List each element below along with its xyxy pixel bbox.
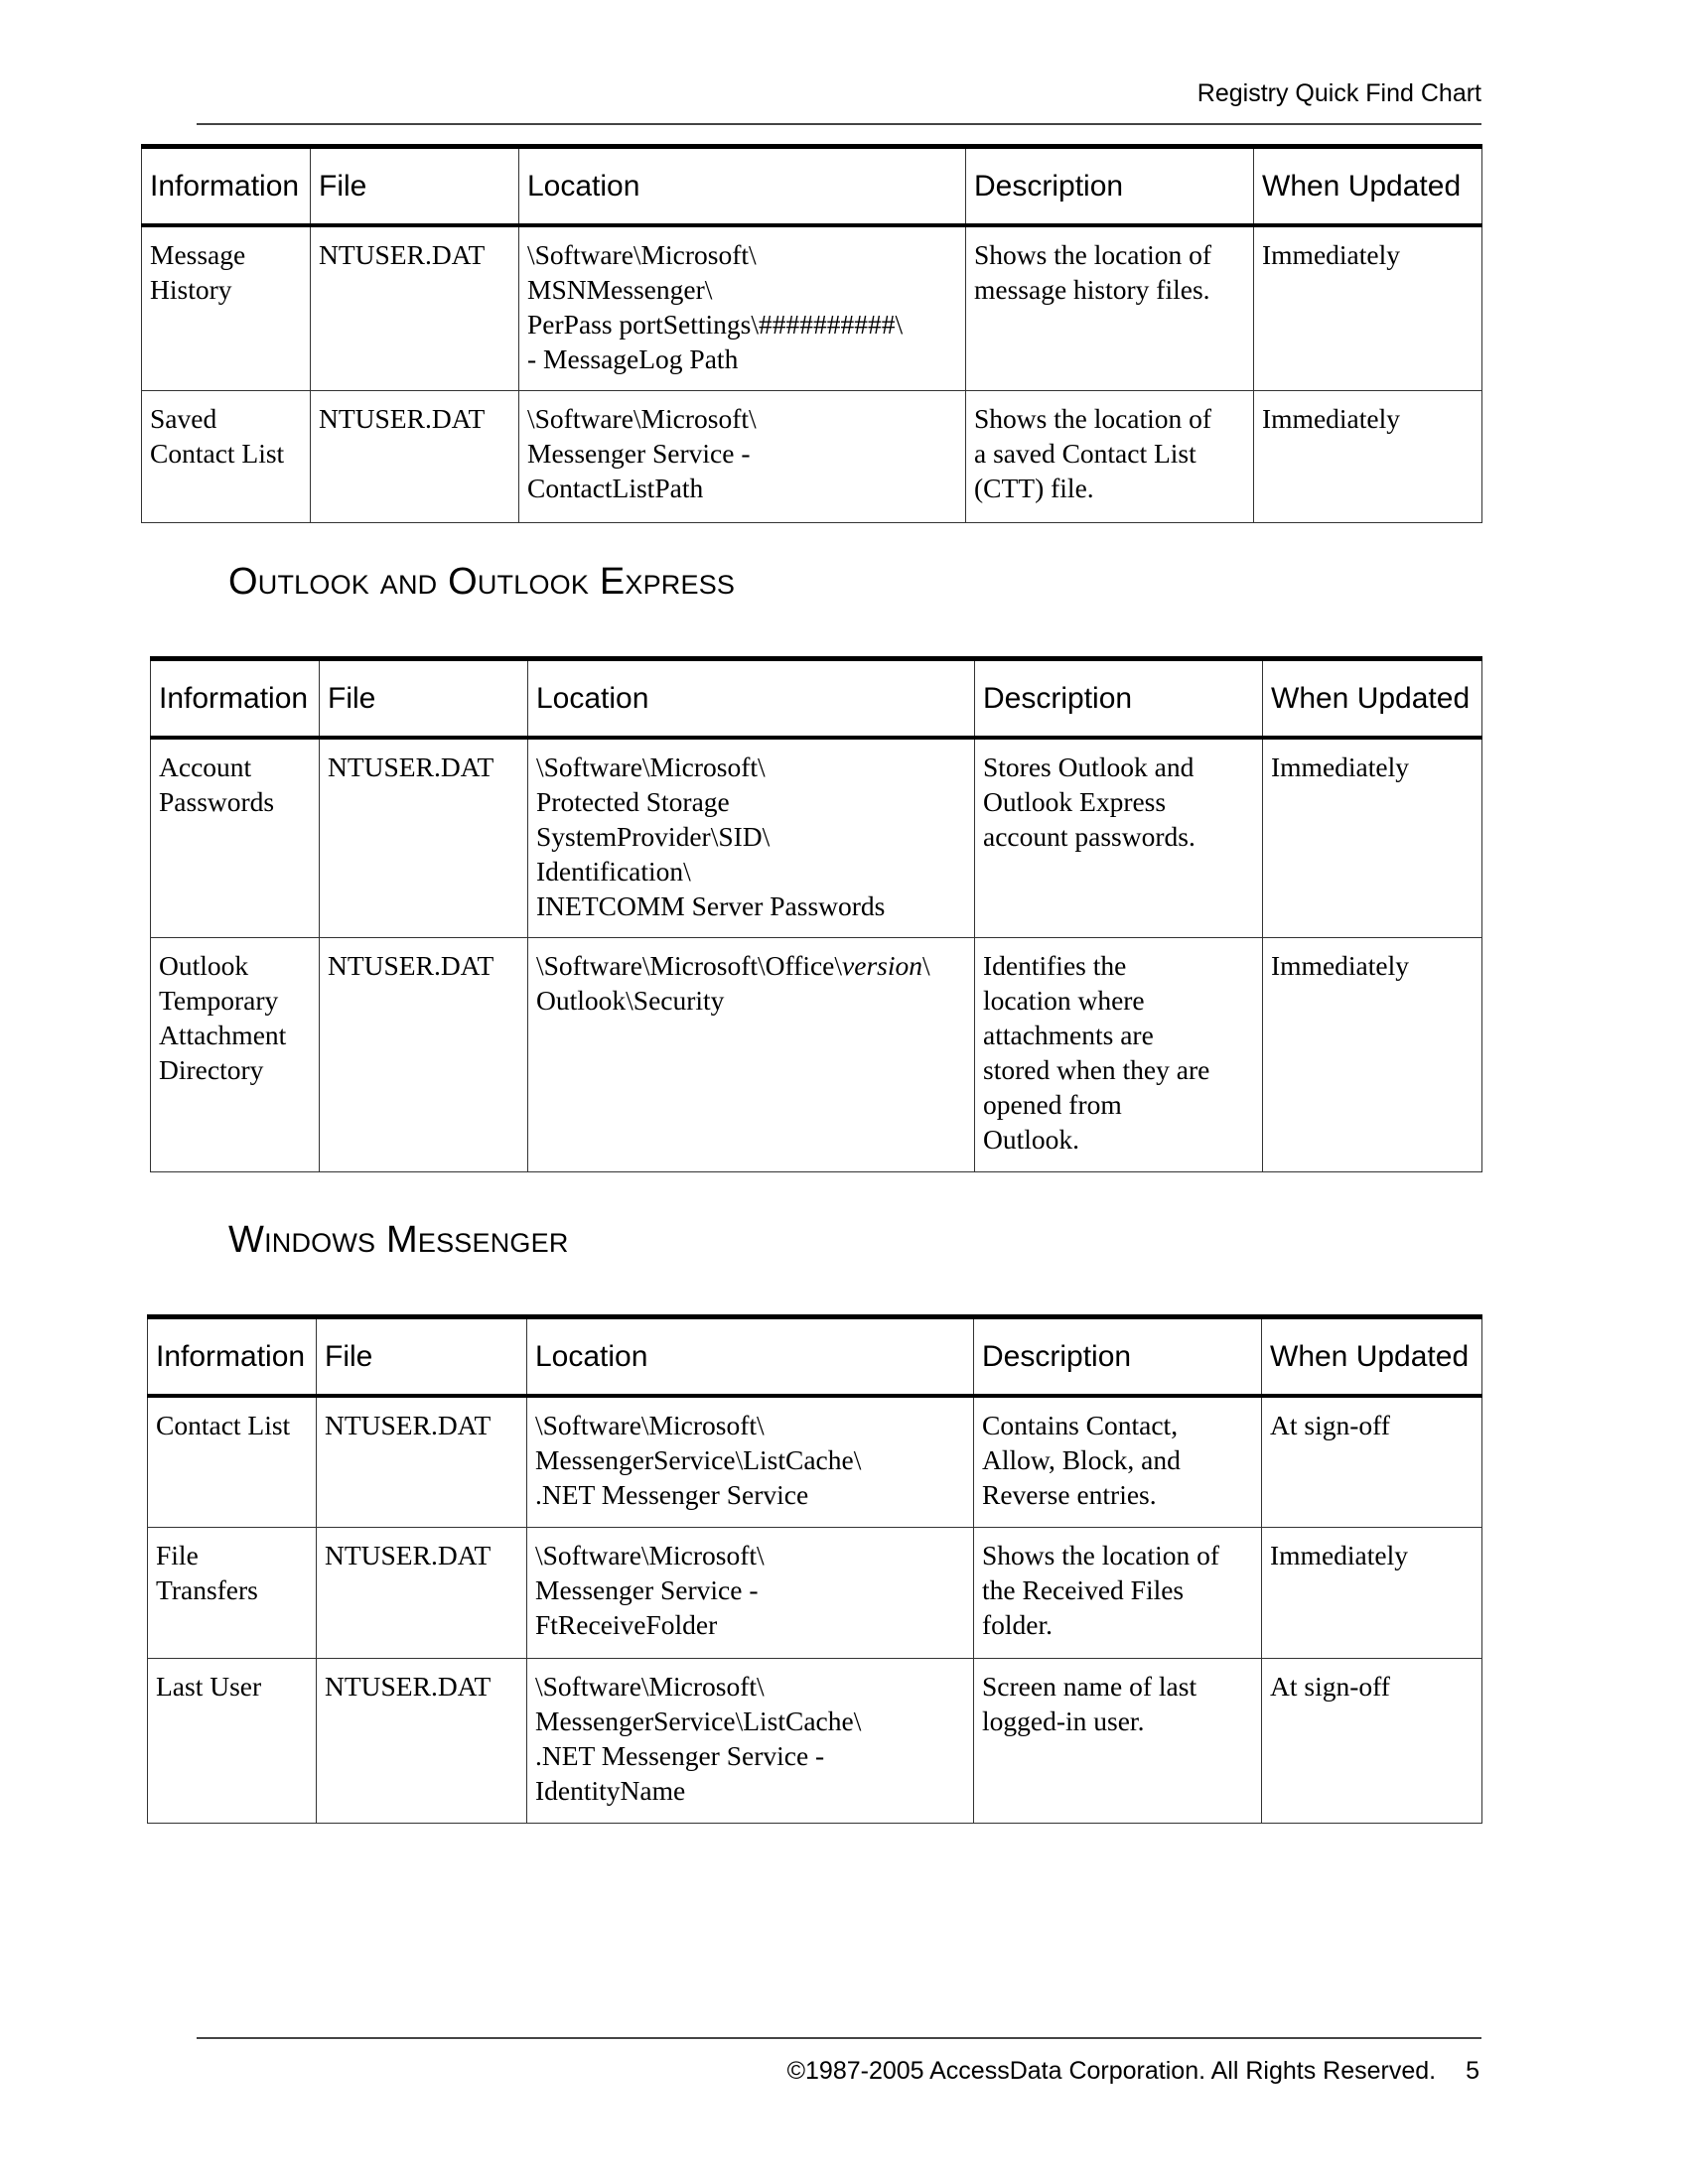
page-number: 5 [1466,2057,1479,2085]
location-path-suffix: \ Outlook\Security [536,949,930,1016]
file-cell: NTUSER.DAT [311,390,519,522]
table-header-row [151,659,1482,739]
file-cell: NTUSER.DAT [317,1396,527,1527]
table-row [151,937,1482,1171]
information-cell: Last User [148,1658,317,1823]
when-updated-cell: Immediately [1254,390,1482,522]
file-cell: NTUSER.DAT [311,225,519,390]
information-cell: File Transfers [148,1527,317,1658]
column-header-file: File [317,1317,527,1397]
information-cell: Account Passwords [151,738,320,937]
location-cell: \Software\Microsoft\ Messenger Service - FtReceiveFolder [527,1527,974,1658]
table-header-row [142,147,1482,226]
file-cell: NTUSER.DAT [320,738,528,937]
column-header-information: Information [142,147,311,226]
table-row [142,390,1482,522]
location-cell: \Software\Microsoft\ MessengerService\ListCache\ .NET Messenger Service - IdentityName [527,1658,974,1823]
when-updated-cell: Immediately [1254,225,1482,390]
location-cell: \Software\Microsoft\ Protected Storage SystemProvider\SID\ Identification\ INETCOMM Server Passwords [528,738,975,937]
windows-messenger-table [147,1314,1482,1824]
table-row [148,1527,1482,1658]
file-cell: NTUSER.DAT [317,1658,527,1823]
msn-messenger-table [141,144,1482,523]
location-path-prefix: \Software\Microsoft\Office\ [536,949,843,981]
page-header [197,71,1481,125]
when-updated-cell: Immediately [1263,738,1482,937]
column-header-information: Information [151,659,320,739]
description-cell: Stores Outlook and Outlook Express account passwords. [975,738,1263,937]
column-header-location: Location [528,659,975,739]
column-header-file: File [320,659,528,739]
column-header-location: Location [527,1317,974,1397]
column-header-when-updated: When Updated [1254,147,1482,226]
when-updated-cell: Immediately [1263,937,1482,1171]
column-header-when-updated: When Updated [1262,1317,1482,1397]
file-cell: NTUSER.DAT [320,937,528,1171]
table-header-row [148,1317,1482,1397]
description-cell: Contains Contact, Allow, Block, and Reverse entries. [974,1396,1262,1527]
location-cell: \Software\Microsoft\ MessengerService\ListCache\ .NET Messenger Service [527,1396,974,1527]
information-cell: Outlook Temporary Attachment Directory [151,937,320,1171]
description-cell: Shows the location of the Received Files folder. [974,1527,1262,1658]
location-cell: \Software\Microsoft\ MSNMessenger\ PerPass portSettings\##########\ - MessageLog Path [519,225,966,390]
table-row [142,225,1482,390]
copyright-notice: ©1987-2005 AccessData Corporation. All Rights Reserved. [786,2057,1437,2085]
column-header-information: Information [148,1317,317,1397]
description-cell: Shows the location of message history files. [966,225,1254,390]
column-header-description: Description [974,1317,1262,1397]
column-header-location: Location [519,147,966,226]
column-header-when-updated: When Updated [1263,659,1482,739]
column-header-description: Description [966,147,1254,226]
description-cell: Shows the location of a saved Contact List (CTT) file. [966,390,1254,522]
running-title: Registry Quick Find Chart [1196,79,1481,107]
location-cell [528,937,975,1171]
page-footer [197,2037,1481,2086]
outlook-table [150,656,1482,1172]
description-cell: Identifies the location where attachments are stored when they are opened from Outlook. [975,937,1263,1171]
table-row [148,1658,1482,1823]
table-row [151,738,1482,937]
information-cell: Contact List [148,1396,317,1527]
when-updated-cell: Immediately [1262,1527,1482,1658]
when-updated-cell: At sign-off [1262,1658,1482,1823]
column-header-description: Description [975,659,1263,739]
information-cell: Message History [142,225,311,390]
file-cell: NTUSER.DAT [317,1527,527,1658]
description-cell: Screen name of last logged-in user. [974,1658,1262,1823]
information-cell: Saved Contact List [142,390,311,522]
section-heading-windows-messenger: Windows Messenger [228,1219,569,1261]
section-heading-outlook: Outlook and Outlook Express [228,561,736,603]
table-row [148,1396,1482,1527]
location-cell: \Software\Microsoft\ Messenger Service - ContactListPath [519,390,966,522]
when-updated-cell: At sign-off [1262,1396,1482,1527]
column-header-file: File [311,147,519,226]
location-path-version: version [842,949,922,981]
